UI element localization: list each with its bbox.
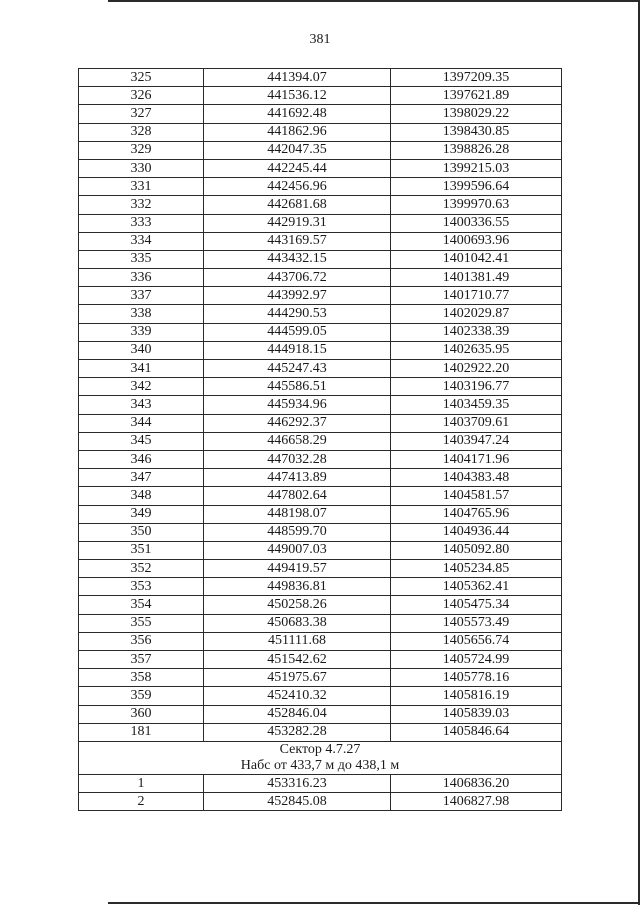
x-coordinate-cell: 443169.57 (204, 232, 391, 250)
table-row (79, 396, 562, 414)
x-coordinate-cell: 453316.23 (204, 774, 391, 792)
x-coordinate-cell: 442456.96 (204, 178, 391, 196)
y-coordinate-cell: 1405839.03 (391, 705, 562, 723)
y-coordinate-cell: 1402029.87 (391, 305, 562, 323)
point-number-cell: 1 (79, 774, 204, 792)
table-row (79, 378, 562, 396)
point-number-cell: 333 (79, 214, 204, 232)
page-top-border (108, 0, 640, 2)
point-number-cell: 342 (79, 378, 204, 396)
y-coordinate-cell: 1405234.85 (391, 560, 562, 578)
y-coordinate-cell: 1404581.57 (391, 487, 562, 505)
y-coordinate-cell: 1405778.16 (391, 669, 562, 687)
y-coordinate-cell: 1401381.49 (391, 269, 562, 287)
y-coordinate-cell: 1403709.61 (391, 414, 562, 432)
point-number-cell: 341 (79, 360, 204, 378)
table-row (79, 651, 562, 669)
point-number-cell: 360 (79, 705, 204, 723)
point-number-cell: 343 (79, 396, 204, 414)
y-coordinate-cell: 1405816.19 (391, 687, 562, 705)
table-row (79, 123, 562, 141)
y-coordinate-cell: 1405724.99 (391, 651, 562, 669)
sector-subtitle: Набс от 433,7 м до 438,1 м (240, 757, 400, 773)
y-coordinate-cell: 1398029.22 (391, 105, 562, 123)
y-coordinate-cell: 1402922.20 (391, 360, 562, 378)
table-row (79, 178, 562, 196)
table-row (79, 793, 562, 811)
table-row (79, 214, 562, 232)
point-number-cell: 349 (79, 505, 204, 523)
x-coordinate-cell: 447802.64 (204, 487, 391, 505)
y-coordinate-cell: 1399970.63 (391, 196, 562, 214)
point-number-cell: 357 (79, 651, 204, 669)
x-coordinate-cell: 452845.08 (204, 793, 391, 811)
x-coordinate-cell: 444918.15 (204, 341, 391, 359)
page-bottom-border (108, 902, 640, 904)
point-number-cell: 326 (79, 87, 204, 105)
table-row (79, 341, 562, 359)
x-coordinate-cell: 449007.03 (204, 541, 391, 559)
y-coordinate-cell: 1405362.41 (391, 578, 562, 596)
y-coordinate-cell: 1404171.96 (391, 450, 562, 468)
point-number-cell: 359 (79, 687, 204, 705)
table-row (79, 541, 562, 559)
point-number-cell: 358 (79, 669, 204, 687)
y-coordinate-cell: 1400336.55 (391, 214, 562, 232)
x-coordinate-cell: 452846.04 (204, 705, 391, 723)
table-row (79, 305, 562, 323)
point-number-cell: 348 (79, 487, 204, 505)
point-number-cell: 350 (79, 523, 204, 541)
point-number-cell: 335 (79, 250, 204, 268)
table-row (79, 450, 562, 468)
point-number-cell: 325 (79, 69, 204, 87)
table-row (79, 505, 562, 523)
table-row (79, 159, 562, 177)
y-coordinate-cell: 1403459.35 (391, 396, 562, 414)
x-coordinate-cell: 442919.31 (204, 214, 391, 232)
table-row (79, 632, 562, 650)
y-coordinate-cell: 1397621.89 (391, 87, 562, 105)
x-coordinate-cell: 444290.53 (204, 305, 391, 323)
point-number-cell: 340 (79, 341, 204, 359)
x-coordinate-cell: 446292.37 (204, 414, 391, 432)
point-number-cell: 334 (79, 232, 204, 250)
x-coordinate-cell: 451111.68 (204, 632, 391, 650)
y-coordinate-cell: 1404765.96 (391, 505, 562, 523)
table-row (79, 705, 562, 723)
x-coordinate-cell: 451975.67 (204, 669, 391, 687)
table-row (79, 432, 562, 450)
point-number-cell: 355 (79, 614, 204, 632)
x-coordinate-cell: 447032.28 (204, 450, 391, 468)
x-coordinate-cell: 450683.38 (204, 614, 391, 632)
table-row (79, 487, 562, 505)
y-coordinate-cell: 1399215.03 (391, 159, 562, 177)
y-coordinate-cell: 1405475.34 (391, 596, 562, 614)
x-coordinate-cell: 446658.29 (204, 432, 391, 450)
y-coordinate-cell: 1405656.74 (391, 632, 562, 650)
point-number-cell: 327 (79, 105, 204, 123)
table-row (79, 723, 562, 741)
point-number-cell: 356 (79, 632, 204, 650)
table-row (79, 687, 562, 705)
x-coordinate-cell: 445247.43 (204, 360, 391, 378)
table-row (79, 323, 562, 341)
point-number-cell: 329 (79, 141, 204, 159)
y-coordinate-cell: 1403196.77 (391, 378, 562, 396)
point-number-cell: 344 (79, 414, 204, 432)
table-row (79, 287, 562, 305)
x-coordinate-cell: 441394.07 (204, 69, 391, 87)
x-coordinate-cell: 448198.07 (204, 505, 391, 523)
y-coordinate-cell: 1402635.95 (391, 341, 562, 359)
y-coordinate-cell: 1398430.85 (391, 123, 562, 141)
point-number-cell: 181 (79, 723, 204, 741)
y-coordinate-cell: 1400693.96 (391, 232, 562, 250)
point-number-cell: 346 (79, 450, 204, 468)
x-coordinate-cell: 443432.15 (204, 250, 391, 268)
sector-header (79, 741, 562, 774)
x-coordinate-cell: 442047.35 (204, 141, 391, 159)
point-number-cell: 2 (79, 793, 204, 811)
x-coordinate-cell: 452410.32 (204, 687, 391, 705)
y-coordinate-cell: 1399596.64 (391, 178, 562, 196)
y-coordinate-cell: 1401710.77 (391, 287, 562, 305)
sector-header-row (79, 741, 562, 774)
sector-header-cell (79, 741, 562, 774)
x-coordinate-cell: 442681.68 (204, 196, 391, 214)
table-row (79, 250, 562, 268)
x-coordinate-cell: 442245.44 (204, 159, 391, 177)
y-coordinate-cell: 1402338.39 (391, 323, 562, 341)
point-number-cell: 351 (79, 541, 204, 559)
table-row (79, 669, 562, 687)
x-coordinate-cell: 447413.89 (204, 469, 391, 487)
y-coordinate-cell: 1405092.80 (391, 541, 562, 559)
x-coordinate-cell: 453282.28 (204, 723, 391, 741)
y-coordinate-cell: 1401042.41 (391, 250, 562, 268)
y-coordinate-cell: 1405573.49 (391, 614, 562, 632)
table-row (79, 469, 562, 487)
point-number-cell: 336 (79, 269, 204, 287)
x-coordinate-cell: 445586.51 (204, 378, 391, 396)
y-coordinate-cell: 1404383.48 (391, 469, 562, 487)
table-row (79, 523, 562, 541)
table-row (79, 414, 562, 432)
table-row (79, 69, 562, 87)
point-number-cell: 328 (79, 123, 204, 141)
y-coordinate-cell: 1403947.24 (391, 432, 562, 450)
table-row (79, 578, 562, 596)
sector-table-body (79, 774, 562, 810)
table-row (79, 141, 562, 159)
y-coordinate-cell: 1406827.98 (391, 793, 562, 811)
table-row (79, 87, 562, 105)
x-coordinate-cell: 448599.70 (204, 523, 391, 541)
sector-title: Сектор 4.7.27 (279, 741, 361, 757)
x-coordinate-cell: 449419.57 (204, 560, 391, 578)
coordinates-table-body (79, 69, 562, 742)
x-coordinate-cell: 443992.97 (204, 287, 391, 305)
y-coordinate-cell: 1398826.28 (391, 141, 562, 159)
point-number-cell: 331 (79, 178, 204, 196)
table-row (79, 560, 562, 578)
y-coordinate-cell: 1406836.20 (391, 774, 562, 792)
table-row (79, 105, 562, 123)
x-coordinate-cell: 449836.81 (204, 578, 391, 596)
point-number-cell: 339 (79, 323, 204, 341)
table-row (79, 596, 562, 614)
table-row (79, 196, 562, 214)
point-number-cell: 332 (79, 196, 204, 214)
table-row (79, 614, 562, 632)
x-coordinate-cell: 451542.62 (204, 651, 391, 669)
point-number-cell: 347 (79, 469, 204, 487)
x-coordinate-cell: 441536.12 (204, 87, 391, 105)
y-coordinate-cell: 1405846.64 (391, 723, 562, 741)
y-coordinate-cell: 1397209.35 (391, 69, 562, 87)
x-coordinate-cell: 443706.72 (204, 269, 391, 287)
y-coordinate-cell: 1404936.44 (391, 523, 562, 541)
point-number-cell: 345 (79, 432, 204, 450)
x-coordinate-cell: 450258.26 (204, 596, 391, 614)
x-coordinate-cell: 441692.48 (204, 105, 391, 123)
point-number-cell: 337 (79, 287, 204, 305)
coordinates-table (78, 68, 562, 811)
point-number-cell: 330 (79, 159, 204, 177)
point-number-cell: 352 (79, 560, 204, 578)
table-row (79, 360, 562, 378)
x-coordinate-cell: 441862.96 (204, 123, 391, 141)
page-number: 381 (309, 32, 331, 47)
point-number-cell: 354 (79, 596, 204, 614)
x-coordinate-cell: 444599.05 (204, 323, 391, 341)
table-row (79, 232, 562, 250)
table-row (79, 269, 562, 287)
point-number-cell: 353 (79, 578, 204, 596)
table-row (79, 774, 562, 792)
point-number-cell: 338 (79, 305, 204, 323)
x-coordinate-cell: 445934.96 (204, 396, 391, 414)
